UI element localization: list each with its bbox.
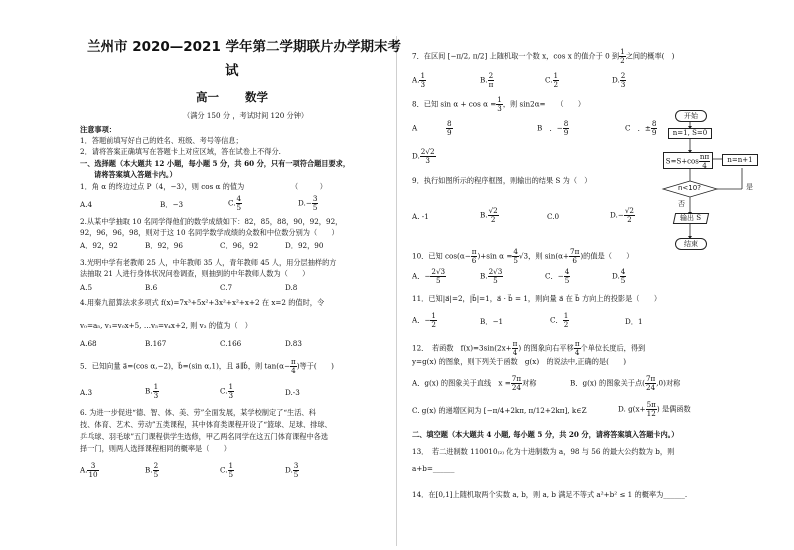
q3-option-a: A.5: [80, 283, 93, 292]
q5-option-d: D.-3: [285, 388, 300, 397]
q8-stem: 8．已知 sin α + cos α = $\frac{1}{3}$ ，则 sin2α= （ ）: [412, 95, 586, 113]
q2-option-b: B．92，96: [145, 241, 183, 250]
q9-option-b: B. $\frac{√2}{2}$: [480, 206, 498, 224]
q9-option-a: A. -1: [412, 212, 429, 221]
subject-label: 数学: [245, 90, 268, 104]
q12-option-d: D. g(x+ $\frac{5\pi}{12}$ ) 是偶函数: [618, 400, 691, 418]
flow-condition: n<10?: [678, 184, 701, 192]
q12-stem-2: y=g(x) 的图象，则下列关于函数 g(x) 的说法中,正确的是( ): [412, 357, 627, 366]
flow-increment: n=n+1: [722, 154, 758, 166]
q7-option-c: C. $\frac{1}{2}$: [545, 71, 559, 89]
note-2: 2．请将答案正确填写在答题卡上对应区域，答在试卷上不得分.: [80, 147, 281, 156]
q12-option-a: A．g(x) 的图象关于直线 x = $\frac{7\pi}{24}$ 对称: [412, 374, 537, 392]
q6-stem-4: 择一门，则两人选择课程相同的概率是（ ）: [80, 444, 231, 453]
flow-update: S=S+cos $\frac{n\pi}{4}$: [663, 152, 713, 169]
q5-option-c: C. $\frac{1}{3}$: [220, 382, 234, 400]
q4-option-a: A.68: [80, 339, 97, 348]
q1-option-a: A.4: [80, 200, 93, 209]
q11-option-a: A．− $\frac{1}{2}$: [412, 311, 436, 329]
q6-option-b: B. $\frac{2}{5}$: [145, 461, 159, 479]
q9-option-c: C.0: [547, 212, 560, 221]
q11-option-c: C． $\frac{1}{2}$: [550, 311, 569, 329]
q7-option-a: A. $\frac{1}{3}$: [412, 71, 426, 89]
flow-no-label: 否: [678, 200, 685, 208]
q2-stem-2: 92，96，96，98，则对于这 10 名同学数学成绩的众数和中位数分别为（ ）: [80, 228, 339, 237]
q6-option-a: A. $\frac{3}{10}$: [80, 461, 98, 479]
q10-option-b: B. $\frac{2√3}{5}$: [480, 267, 503, 285]
q5-option-a: A.3: [80, 388, 93, 397]
q6-stem-2: 技、体育、艺术、劳动”五类课程，其中体育类课程开设了“篮球、足球、排球、: [80, 420, 332, 429]
q3-option-c: C.7: [220, 283, 233, 292]
q9-stem: 9．执行如图所示的程序框图，则输出的结果 S 为（ ）: [412, 176, 592, 185]
q10-option-c: C．− $\frac{4}{5}$: [545, 267, 570, 285]
q9-option-d: D.− $\frac{√2}{2}$: [610, 206, 634, 224]
q6-stem-1: 6. 为进一步促进“德、智、体、美、劳”全面发展，某学校制定了“生活、科: [80, 408, 316, 417]
q4-stem-2: v₀=a₅, v₁=v₀x+5, …v₅=v₄x+2, 则 v₃ 的值为（ ）: [80, 321, 252, 330]
q11-option-b: B．−1: [480, 317, 504, 326]
q3-stem-1: 3.光明中学有老教师 25 人，中年教师 35 人，青年教师 45 人，用分层抽样的方: [80, 258, 337, 267]
q1-option-d: D.− $\frac{3}{5}$: [298, 194, 318, 212]
q4-stem-1: 4.用秦九韶算法求多项式 f(x)=7x³+5x²+3x²+x²+x+2 在 x=2 的值时，令: [80, 298, 325, 307]
section2-heading: 二、填空题（本大题共 4 小题, 每小题 5 分，共 20 分，请将答案填入答题卡内。）: [412, 430, 679, 439]
q4-option-d: D.83: [285, 339, 302, 348]
q8-option-a: A $\frac{8}{9}$: [412, 119, 452, 137]
q7-option-b: B. $\frac{2}{\pi}$: [480, 71, 494, 89]
q13-stem-2: a+b=______: [412, 464, 455, 473]
q11-stem: 11．已知|a⃗|=2，|b⃗|=1，a⃗ · b⃗ = 1，则向量 a⃗ 在 b⃗ 方向上的投影是（ ）: [412, 294, 662, 303]
q8-option-c: C ．± $\frac{8}{9}$: [625, 119, 657, 137]
q1-option-b: B．−3: [160, 200, 184, 209]
q10-option-d: D. $\frac{4}{5}$: [612, 267, 626, 285]
q6-option-c: C. $\frac{1}{5}$: [220, 461, 234, 479]
q1-stem: 1．角 α 的终边过点 P（4，−3），则 cos α 的值为 （ ）: [80, 182, 327, 191]
q8-option-b: B ．− $\frac{8}{9}$: [537, 119, 569, 137]
grade-label: 高一: [196, 90, 219, 104]
q6-option-d: D. $\frac{3}{5}$: [285, 461, 299, 479]
flow-init: n=1, S=0: [668, 128, 712, 139]
q3-option-b: B.6: [145, 283, 158, 292]
q3-stem-2: 法抽取 21 人进行身体状况问卷调查，则抽到的中年教师人数为（ ）: [80, 269, 310, 278]
flow-start: 开始: [675, 110, 707, 122]
q7-option-d: D. $\frac{2}{3}$: [612, 71, 626, 89]
q13-stem-1: 13． 若二进制数 110010₍₂₎ 化为十进制数为 a，98 与 56 的最大公约数为 b，则: [412, 447, 675, 456]
q14-stem: 14．在[0,1]上随机取两个实数 a, b，则 a, b 满足不等式 a²+b² ≤ 1 的概率为______.: [412, 490, 688, 499]
q5-stem: 5．已知向量 a⃗=(cos α,−2)，b⃗=(sin α,1)，且 a⃗∥b⃗，则 tan(α− $\frac{\pi}{4}$ )等于( ): [80, 357, 334, 375]
section1-heading: 一、选择题（本大题共 12 小题，每小题 5 分，共 60 分，只有一项符合题目要求，: [80, 159, 351, 168]
q3-option-d: D.8: [285, 283, 298, 292]
flow-yes-label: 是: [746, 183, 753, 191]
q5-option-b: B. $\frac{1}{3}$: [145, 382, 159, 400]
q2-option-d: D．92，90: [285, 241, 324, 250]
q12-option-c: C. g(x) 的递增区间为 [−π/4+2kπ, π/12+2kπ], k∈Z: [412, 406, 587, 415]
q2-stem-1: 2.从某中学抽取 10 名同学得他们的数学成绩如下：82，85，88，90，92，92，: [80, 217, 343, 226]
q10-option-a: A．− $\frac{2√3}{5}$: [412, 267, 446, 285]
exam-title-cont: 试: [225, 63, 239, 79]
q10-stem: 10．已知 cos(α− $\frac{\pi}{6}$ )+sin α = $\frac{4}{5}$ √3，则 sin(α+ $\frac{7\pi}{6}$ )的值是（ ）: [412, 247, 634, 265]
notes-heading: 注意事项：: [80, 125, 116, 134]
q8-option-d: D. $\frac{2√2}{3}$: [412, 147, 435, 165]
section1-heading-cont: 请将答案填入答题卡内。）: [94, 170, 177, 179]
score-time: （满分 150 分 ，考试时间 120 分钟）: [183, 111, 309, 120]
note-1: 1．答题前填写好自己的姓名、班级、考号等信息；: [80, 136, 243, 145]
flow-end: 结束: [675, 238, 707, 250]
q11-option-d: D．1: [625, 317, 643, 326]
q4-option-b: B.167: [145, 339, 167, 348]
q12-stem: 12． 若函数 f(x)=3sin(2x+ $\frac{\pi}{4}$ ) 的图象向右平移 $\frac{\pi}{4}$ 个单位长度后，得到: [412, 339, 646, 357]
q7-stem: 7．在区间 [−π/2, π/2] 上随机取一个数 x，cos x 的值介于 0 到 $\frac{1}{2}$ 之间的概率( ): [412, 47, 675, 65]
q6-stem-3: 乒乓球、羽毛球”五门课程供学生选修，甲乙两名同学在这五门体育课程中各选: [80, 432, 329, 441]
q12-option-b: B．g(x) 的图象关于点( $\frac{7\pi}{24}$ ,0)对称: [570, 374, 681, 392]
q2-option-c: C．96，92: [220, 241, 259, 250]
flow-output: 输出 S: [673, 213, 709, 224]
q1-option-c: C. $\frac{4}{5}$: [228, 194, 242, 212]
exam-title: 兰州市 2020—2021 学年第二学期联片办学期末考: [87, 39, 402, 55]
q4-option-c: C.166: [220, 339, 242, 348]
q2-option-a: A．92，92: [80, 241, 118, 250]
